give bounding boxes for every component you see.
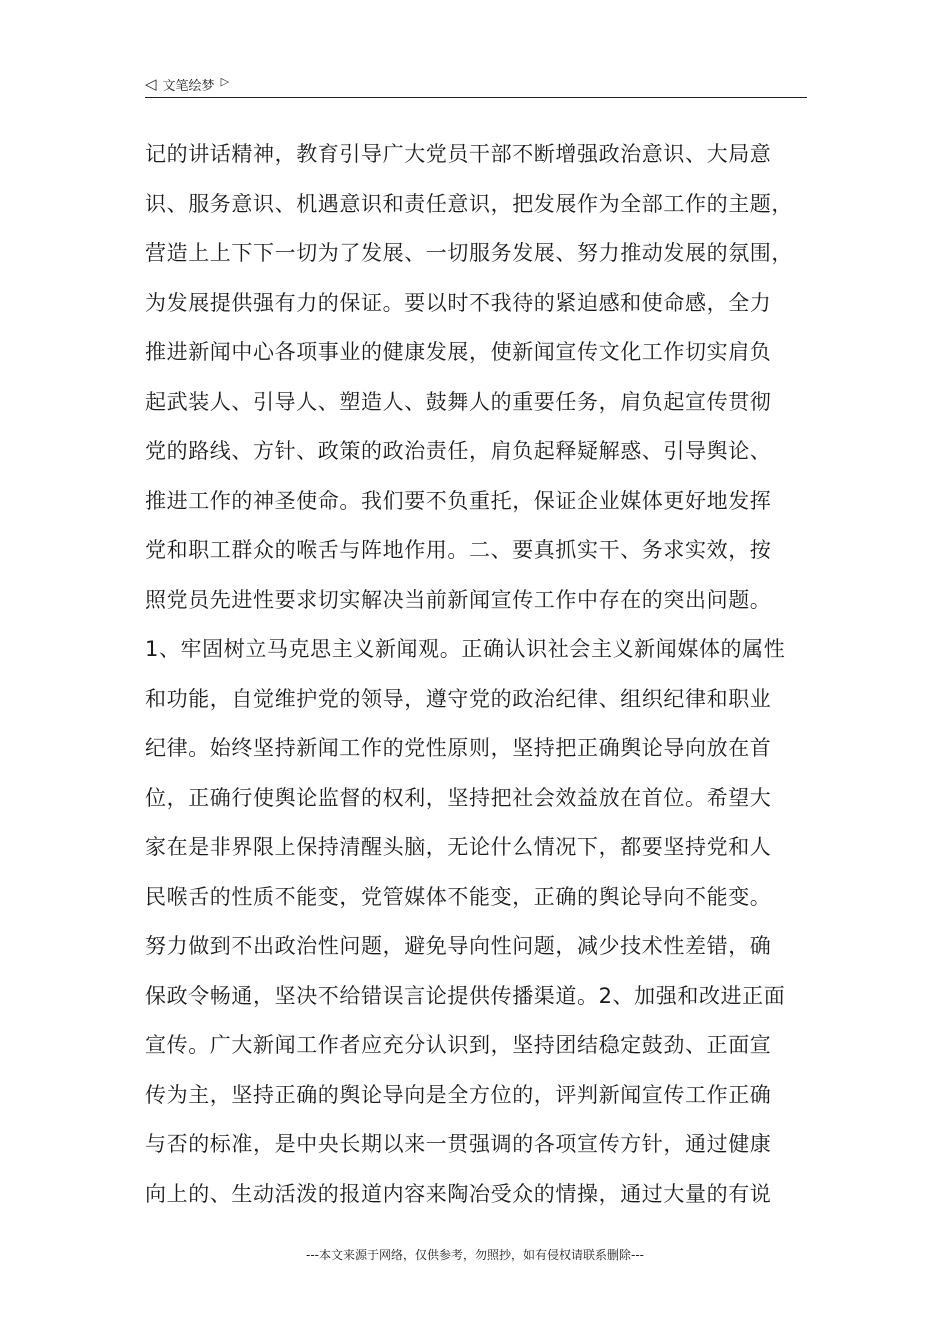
header-divider (145, 97, 807, 98)
text-line: 记的讲话精神，教育引导广大党员干部不断增强政治意识、大局意 (145, 142, 772, 166)
text-line: 推进工作的神圣使命。我们要不负重托，保证企业媒体更好地发挥 (145, 488, 772, 513)
text-line: 民喉舌的性质不能变，党管媒体不能变，正确的舆论导向不能变。 (145, 884, 772, 909)
text-line: 宣传。广大新闻工作者应充分认识到，坚持团结稳定鼓劲、正面宣 (145, 1033, 772, 1057)
text-line: 纪律。始终坚持新闻工作的党性原则，坚持把正确舆论导向放在首 (145, 736, 772, 760)
text-line: 起武装人、引导人、塑造人、鼓舞人的重要任务，肩负起宣传贯彻 (145, 389, 772, 414)
text-line: 党的路线、方针、政策的政治责任，肩负起释疑解惑、引导舆论、 (145, 439, 772, 463)
text-line: 努力做到不出政治性问题，避免导向性问题，减少技术性差错，确 (145, 934, 772, 958)
text-line: 识、服务意识、机遇意识和责任意识，把发展作为全部工作的主题， (145, 191, 793, 216)
header-title: 文笔绘梦 (162, 78, 215, 94)
right-triangle-icon: ▷ (220, 74, 230, 88)
text-line: 向上的、生动活泼的报道内容来陶冶受众的情操，通过大量的有说 (145, 1181, 772, 1206)
text-line: 位，正确行使舆论监督的权利，坚持把社会效益放在首位。希望大 (145, 785, 772, 810)
footer-notice: ---本文来源于网络，仅供参考，勿照抄，如有侵权请联系删除--- (306, 1248, 644, 1262)
page-header (145, 72, 229, 96)
text-line: 传为主，坚持正确的舆论导向是全方位的，评判新闻宣传工作正确 (145, 1082, 772, 1107)
text-line: 推进新闻中心各项事业的健康发展，使新闻宣传文化工作切实肩负 (145, 340, 772, 364)
document-body (145, 130, 807, 1219)
text-line: 1、牢固树立马克思主义新闻观。正确认识社会主义新闻媒体的属性 (145, 637, 786, 661)
text-line: 照党员先进性要求切实解决当前新闻宣传工作中存在的突出问题。 (145, 587, 772, 612)
left-triangle-icon: ◁ (145, 74, 157, 93)
text-line: 营造上上下下一切为了发展、一切服务发展、努力推动发展的氛围， (145, 241, 793, 265)
text-line: 家在是非界限上保持清醒头脑，无论什么情况下，都要坚持党和人 (145, 835, 772, 859)
text-line: 为发展提供强有力的保证。要以时不我待的紧迫感和使命感，全力 (145, 290, 772, 315)
text-line: 与否的标准，是中央长期以来一贯强调的各项宣传方针，通过健康 (145, 1132, 772, 1156)
text-line: 和功能，自觉维护党的领导，遵守党的政治纪律、组织纪律和职业 (145, 686, 772, 711)
text-line: 党和职工群众的喉舌与阵地作用。二、要真抓实干、务求实效，按 (145, 538, 772, 562)
text-line: 保政令畅通，坚决不给错误言论提供传播渠道。2、加强和改进正面 (145, 983, 786, 1008)
